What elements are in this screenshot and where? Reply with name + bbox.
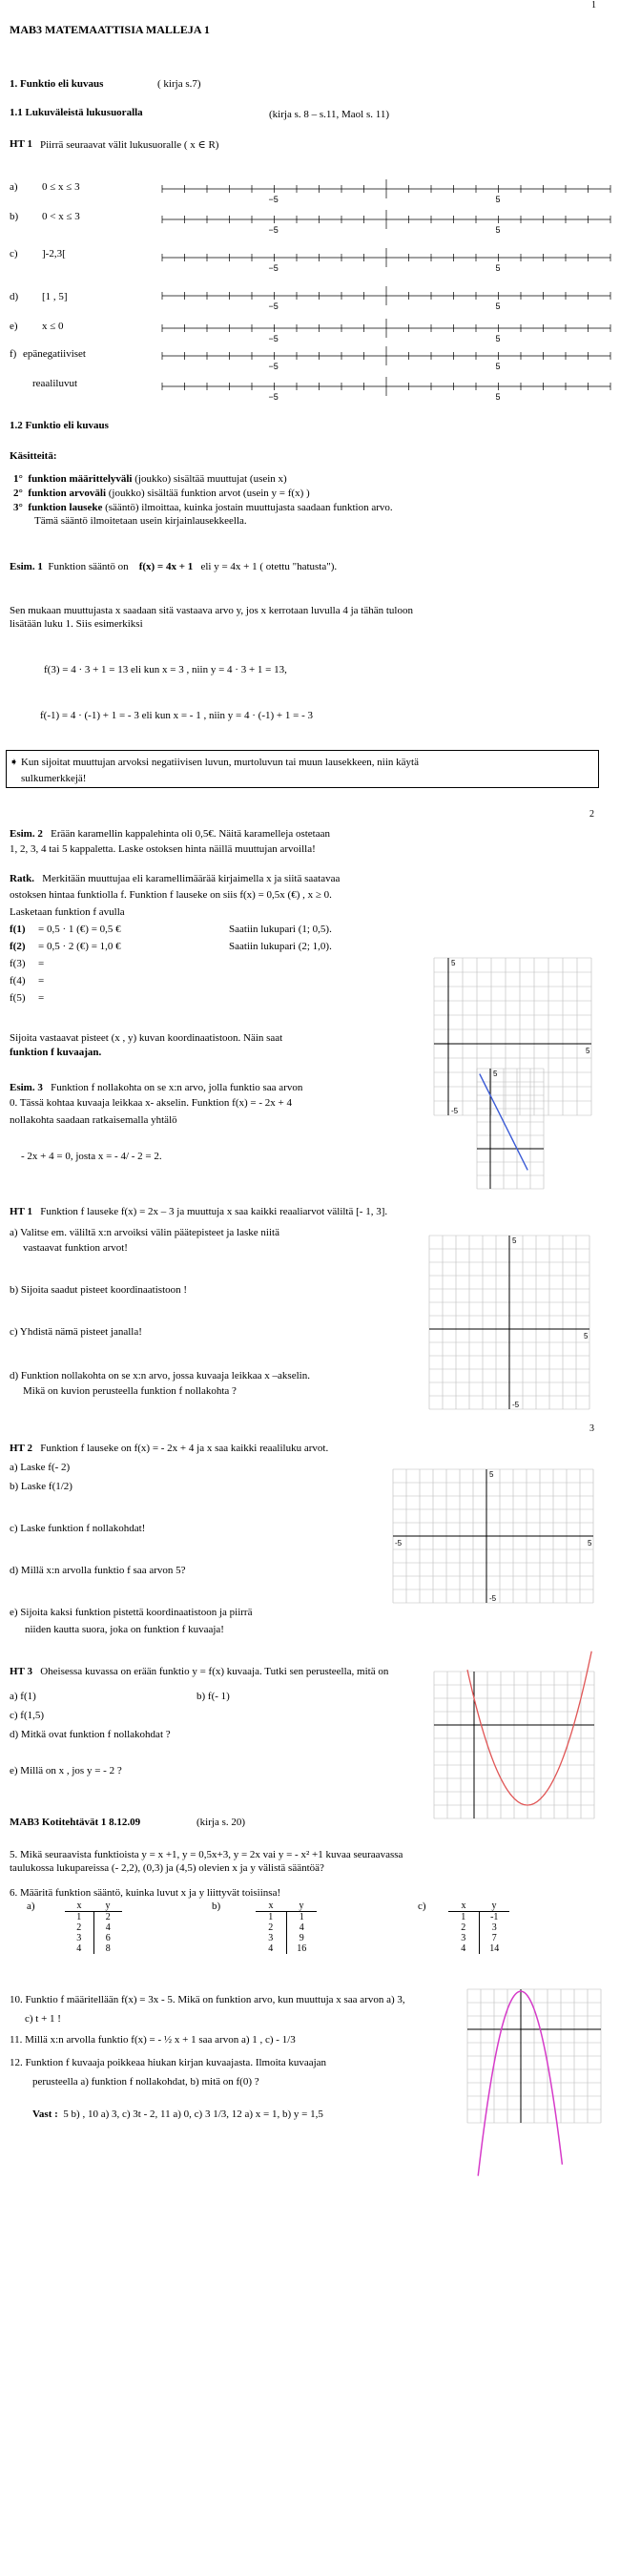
- calc-row-lhs: f(3): [10, 958, 26, 969]
- calc-row-lhs: f(1): [10, 924, 26, 935]
- section-1-ref: ( kirja s.7): [157, 78, 201, 90]
- ht3-line-1: HT 3 Oheisessa kuvassa on erään funktio y = f(x) kuvaaja. Tutki sen perusteella, mitä on: [10, 1666, 389, 1677]
- example-1-calc-2: f(-1) = 4 · (-1) + 1 = - 3 eli kun x = - 1 , niin y = 4 · (-1) + 1 = - 3: [40, 710, 313, 721]
- note-line-1: ➧ Kun sijoitat muuttujan arvoksi negatiivisen luvun, murtoluvun tai muun lausekkeen, niin käytä: [10, 757, 419, 768]
- coordinate-grid-ht2: [393, 1469, 603, 1622]
- grid-lines: [477, 1069, 544, 1189]
- def-2: 2° funktion arvoväli (joukko) sisältää funktion arvot (usein y = f(x) ): [13, 488, 310, 499]
- tick-label-5: 5: [495, 263, 501, 273]
- x-tick-label-minus-5: -5: [395, 1539, 403, 1548]
- calc-row-rhs: = 0,5 · 2 (€) = 1,0 €: [38, 941, 121, 952]
- ht1-a-line-2: vastaavat funktion arvot!: [23, 1242, 128, 1254]
- task-10-line-1: 10. Funktio f määritellään f(x) = 3x - 5. Mikä on funktion arvo, kun muuttuja x saa arvon a) 3,: [10, 1994, 405, 2005]
- number-line: [162, 248, 610, 273]
- task-12-line-2: perusteella a) funktion f nollakohdat, b) mitä on f(0) ?: [32, 2076, 259, 2088]
- interval-text-f2: reaaliluvut: [32, 378, 78, 389]
- calc-row-lhs: f(4): [10, 975, 26, 987]
- coordinate-grid-ht3: [434, 1672, 601, 1824]
- document-title: MAB3 MATEMAATTISIA MALLEJA 1: [10, 23, 210, 36]
- tick-label-minus-5: −5: [268, 362, 279, 371]
- tick-label-5: 5: [495, 362, 501, 371]
- page-number: 1: [591, 0, 596, 10]
- x-tick-label-5: 5: [588, 1539, 592, 1548]
- tick-label-minus-5: −5: [268, 334, 279, 343]
- calc-row-rhs: =: [38, 958, 45, 969]
- ht1-d-line-2: Mikä on kuvion perusteella funktion f nollakohta ?: [23, 1385, 237, 1397]
- interval-label-d: d): [10, 291, 19, 302]
- task-5-line-1: 5. Mikä seuraavista funktioista y = x +1, y = 0,5x+3, y = 2x vai y = - x² +1 kuvaa seuraavassa: [10, 1849, 403, 1860]
- calc-row-note: Saatiin lukupari (2; 1,0).: [229, 941, 332, 952]
- interval-text-e: x ≤ 0: [42, 321, 64, 332]
- calc-row-lhs: f(5): [10, 992, 26, 1004]
- tick-label-5: 5: [495, 301, 501, 311]
- value-table-a: x y 1 2 3 4 2 4 6 8: [65, 1901, 122, 1954]
- interval-text-a: 0 ≤ x ≤ 3: [42, 181, 80, 193]
- def-3: 3° funktion lauseke (sääntö) ilmoittaa, kuinka jostain muuttujasta saadaan funktion arvo.: [13, 502, 393, 513]
- answers: Vast : 5 b) , 10 a) 3, c) 3t - 2, 11 a) 0, c) 3 1/3, 12 a) x = 1, b) y = 1,5: [32, 2109, 323, 2120]
- y-tick-label-5: 5: [512, 1236, 517, 1245]
- example-3-line-1: Esim. 3 Funktion f nollakohta on se x:n arvo, jolla funktio saa arvon: [10, 1082, 303, 1093]
- table-c-label: c): [418, 1901, 426, 1912]
- y-tick-label-5: 5: [451, 959, 456, 967]
- calc-row-lhs: f(2): [10, 941, 26, 952]
- section-1-heading: 1. Funktio eli kuvaus: [10, 78, 104, 90]
- function-curve: [478, 1991, 562, 2176]
- interval-text-c: ]-2,3[: [42, 248, 66, 260]
- interval-label-f: f): [10, 348, 17, 360]
- ht1-c: c) Yhdistä nämä pisteet janalla!: [10, 1326, 142, 1338]
- ht3-d: d) Mitkä ovat funktion f nollakohdat ?: [10, 1729, 171, 1740]
- number-line: [162, 377, 610, 402]
- tick-label-5: 5: [495, 334, 501, 343]
- table-b-label: b): [212, 1901, 221, 1912]
- coordinate-grid-example-3: [477, 1069, 553, 1197]
- task-5-line-2: taulukossa lukupareissa (- 2,2), (0,3) ja (4,5) olevien x ja y välistä sääntöä?: [10, 1862, 324, 1874]
- interval-label-e: e): [10, 321, 18, 332]
- parabola-curve: [467, 1652, 591, 1805]
- task-6-line-1: 6. Määritä funktion sääntö, kuinka luvut x ja y liittyvät toisiinsa!: [10, 1887, 281, 1899]
- interval-label-b: b): [10, 211, 19, 222]
- coordinate-grid-ht1: [429, 1236, 601, 1426]
- tick-label-minus-5: −5: [268, 301, 279, 311]
- ht1-b: b) Sijoita saadut pisteet koordinaatistoon !: [10, 1284, 188, 1296]
- solution-line-3: Lasketaan funktion f avulla: [10, 906, 125, 918]
- interval-text-f: epänegatiiviset: [23, 348, 86, 360]
- number-line: [162, 319, 610, 343]
- arrow-icon: ➧: [10, 757, 19, 768]
- ht2-c: c) Laske funktion f nollakohdat!: [10, 1523, 146, 1534]
- number-lines: [0, 0, 620, 401]
- calc-row-rhs: =: [38, 975, 45, 987]
- solution-line-2: ostoksen hintaa funktiolla f. Funktion f lauseke on siis f(x) = 0,5x (€) , x ≥ 0.: [10, 889, 332, 901]
- interval-text-d: [1 , 5]: [42, 291, 68, 302]
- y-tick-label-minus-5: -5: [489, 1594, 497, 1603]
- example-1-para-2: lisätään luku 1. Siis esimerkiksi: [10, 618, 143, 630]
- example-3-line-4: - 2x + 4 = 0, josta x = - 4/ - 2 = 2.: [21, 1151, 162, 1162]
- ht3-c: c) f(1,5): [10, 1710, 45, 1721]
- task-10-line-2: c) t + 1 !: [25, 2013, 61, 2025]
- homework-ref: (kirja s. 20): [196, 1817, 246, 1828]
- tick-label-minus-5: −5: [268, 263, 279, 273]
- number-line: [162, 210, 610, 235]
- tick-label-minus-5: −5: [268, 392, 279, 402]
- example-2-line-1: Esim. 2 Erään karamellin kappalehinta oli 0,5€. Näitä karamelleja ostetaan: [10, 828, 330, 840]
- table-a-label: a): [27, 1901, 35, 1912]
- example-3-line-2: 0. Tässä kohtaa kuvaaja leikkaa x- akselin. Funktion f(x) = - 2x + 4: [10, 1097, 292, 1109]
- interval-label-c: c): [10, 248, 18, 260]
- note-line-2: sulkumerkkejä!: [21, 773, 87, 784]
- calc-row-note: Saatiin lukupari (1; 0,5).: [229, 924, 332, 935]
- value-table-c: x y 1 2 3 4 -1 3 7 14: [448, 1901, 509, 1954]
- example-3-line-3: nollakohta saadaan ratkaisemalla yhtälö: [10, 1114, 177, 1126]
- interval-text-b: 0 < x ≤ 3: [42, 211, 80, 222]
- tick-label-5: 5: [495, 225, 501, 235]
- value-table-b: x y 1 2 3 4 1 4 9 16: [256, 1901, 317, 1954]
- tick-label-minus-5: −5: [268, 195, 279, 204]
- section-1-1-heading: 1.1 Lukuväleistä lukusuoralla: [10, 107, 143, 118]
- plot-instruction-1: Sijoita vastaavat pisteet (x , y) kuvan koordinaatistoon. Näin saat: [10, 1032, 283, 1044]
- tick-label-5: 5: [495, 195, 501, 204]
- tick-label-minus-5: −5: [268, 225, 279, 235]
- number-line: [162, 346, 610, 371]
- grid-lines: [434, 1672, 594, 1818]
- calc-row-rhs: =: [38, 992, 45, 1004]
- number-line: [162, 286, 610, 311]
- def-1: 1° funktion määrittelyväli (joukko) sisältää muuttujat (usein x): [13, 473, 287, 485]
- number-line: [162, 179, 610, 204]
- x-tick-label-5: 5: [586, 1047, 590, 1055]
- ht3-e: e) Millä on x , jos y = - 2 ?: [10, 1765, 122, 1776]
- ht1-d-line-1: d) Funktion nollakohta on se x:n arvo, jossa kuvaaja leikkaa x –akselin.: [10, 1370, 310, 1381]
- page-number: 3: [589, 1423, 594, 1434]
- example-1: Esim. 1 Funktion sääntö on f(x) = 4x + 1 eli y = 4x + 1 ( otettu "hatusta").: [10, 561, 338, 572]
- interval-label-a: a): [10, 181, 18, 193]
- calc-row-rhs: = 0,5 · 1 (€) = 0,5 €: [38, 924, 121, 935]
- task-12-line-1: 12. Funktion f kuvaaja poikkeaa hiukan kirjan kuvaajasta. Ilmoita kuvaajan: [10, 2057, 327, 2068]
- ht1-label: HT 1: [10, 138, 32, 150]
- ht2-e-line-2: niiden kautta suora, joka on funktion f kuvaaja!: [25, 1624, 224, 1635]
- y-tick-label-minus-5: -5: [512, 1401, 520, 1409]
- plot-instruction-2: funktion f kuvaajan.: [10, 1047, 102, 1058]
- ht2-b: b) Laske f(1/2): [10, 1481, 72, 1492]
- ht2-line-1: HT 2 Funktion f lauseke on f(x) = - 2x + 4 ja x saa kaikki reaaliluku arvot.: [10, 1443, 329, 1454]
- def-3-line2: Tämä sääntö ilmoitetaan usein kirjainlausekkeella.: [34, 515, 247, 527]
- section-1-1-ref: (kirja s. 8 – s.11, Maol s. 11): [269, 109, 389, 120]
- ht2-e-line-1: e) Sijoita kaksi funktion pistettä koordinaatistoon ja piirrä: [10, 1607, 253, 1618]
- ht1-a-line-1: a) Valitse em. väliltä x:n arvoiksi välin päätepisteet ja laske niitä: [10, 1227, 279, 1238]
- coordinate-grid-task-12: [467, 1989, 610, 2132]
- example-1-para-1: Sen mukaan muuttujasta x saadaan sitä vastaava arvo y, jos x kerrotaan luvulla 4 ja tähän tuloon: [10, 605, 413, 616]
- ht1-p2-line-1: HT 1 Funktion f lauseke f(x) = 2x – 3 ja muuttuja x saa kaikki reaaliarvot väliltä [- 1, 3].: [10, 1206, 388, 1217]
- y-tick-label-minus-5: -5: [451, 1107, 459, 1115]
- y-tick-label-5: 5: [489, 1470, 494, 1479]
- example-2-line-2: 1, 2, 3, 4 tai 5 kappaletta. Laske ostoksen hinta näillä muuttujan arvoilla!: [10, 843, 316, 855]
- ht2-a: a) Laske f(- 2): [10, 1462, 71, 1473]
- ht2-d: d) Millä x:n arvolla funktio f saa arvon 5?: [10, 1565, 186, 1576]
- section-1-2-heading: 1.2 Funktio eli kuvaus: [10, 420, 109, 431]
- ht3-b: b) f(- 1): [196, 1691, 230, 1702]
- x-tick-label-5: 5: [584, 1332, 589, 1340]
- example-1-calc-1: f(3) = 4 · 3 + 1 = 13 eli kun x = 3 , niin y = 4 · 3 + 1 = 13,: [44, 664, 287, 675]
- ht1-instruction: Piirrä seuraavat välit lukusuoralle ( x ∈ R): [40, 139, 219, 151]
- page-number: 2: [589, 809, 594, 820]
- y-tick-label-5: 5: [493, 1070, 498, 1078]
- concepts-heading: Käsitteitä:: [10, 450, 57, 462]
- task-11-line-1: 11. Millä x:n arvolla funktio f(x) = - ½ x + 1 saa arvon a) 1 , c) - 1/3: [10, 2034, 296, 2046]
- solution-line-1: Ratk. Merkitään muuttujaa eli karamellimäärää kirjaimella x ja siitä saatavaa: [10, 873, 341, 884]
- tick-label-5: 5: [495, 392, 501, 402]
- ht3-a: a) f(1): [10, 1691, 36, 1702]
- homework-title: MAB3 Kotitehtävät 1 8.12.09: [10, 1817, 141, 1828]
